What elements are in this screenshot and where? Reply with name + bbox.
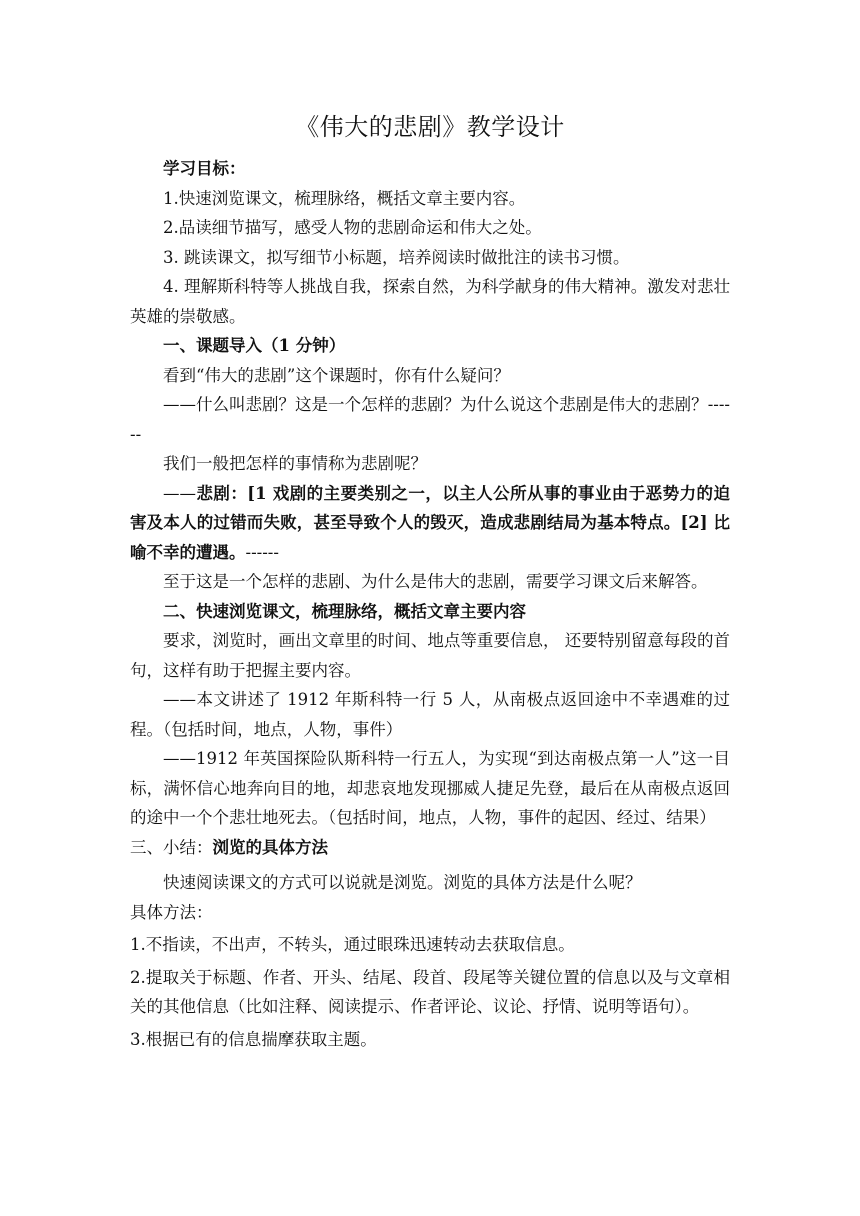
section-2-answer-2: ——1912 年英国探险队斯科特一行五人，为实现“到达南极点第一人”这一目标，满怀信心地奔向目的地，却悲哀地发现挪威人捷足先登，最后在从南极点返回的途中一个个悲壮地死去。（包括时间，地点，人物，事件的起因、经过、结果） — [130, 749, 730, 827]
section-1-answer-1: ——什么叫悲剧？这是一个怎样的悲剧？为什么说这个悲剧是伟大的悲剧？------ — [130, 395, 730, 444]
method-1: 1.不指读，不出声，不转头，通过眼珠迅速转动去获取信息。 — [130, 935, 575, 954]
section-3-heading — [130, 833, 730, 863]
section-2-heading: 二、快速浏览课文，梳理脉络，概括文章主要内容 — [163, 601, 526, 621]
section-2-requirement: 要求，浏览时，画出文章里的时间、地点等重要信息， 还要特别留意每段的首句，这样有助于把握主要内容。 — [130, 631, 730, 680]
section-3-heading-prefix: 三、小结： — [130, 837, 213, 857]
section-3-heading-bold: 浏览的具体方法 — [212, 837, 328, 857]
learning-goal-4: 4. 理解斯科特等人挑战自我，探索自然，为科学献身的伟大精神。激发对悲壮英雄的崇敬感。 — [130, 277, 730, 326]
learning-goal-1: 1.快速浏览课文，梳理脉络，概括文章主要内容。 — [163, 188, 526, 208]
answer-dashes: ------ — [245, 542, 279, 562]
section-1-question-1: 看到“伟大的悲剧”这个课题时，你有什么疑问？ — [163, 365, 510, 385]
section-1-answer-2 — [130, 479, 730, 568]
section-1-transition: 至于这是一个怎样的悲剧、为什么是伟大的悲剧，需要学习课文后来解答。 — [163, 572, 708, 591]
section-1-heading: 一、课题导入（1 分钟） — [163, 336, 346, 355]
learning-goals-heading: 学习目标： — [163, 159, 246, 178]
answer-dash: —— — [163, 483, 196, 503]
method-2: 2.提取关于标题、作者、开头、结尾、段首、段尾等关键位置的信息以及与文章相关的其他信息（比如注释、阅读提示、作者评论、议论、抒情、说明等语句）。 — [130, 967, 730, 1016]
tragedy-definition: 悲剧：[1 戏剧的主要类别之一，以主人公所从事的事业由于恶势力的迫害及本人的过错而失败，甚至导致个人的毁灭，造成悲剧结局为基本特点。[2] 比喻不幸的遭遇。 — [130, 483, 730, 562]
section-2-answer-1: ——本文讲述了 1912 年斯科特一行 5 人，从南极点返回途中不幸遇难的过程。（包括时间，地点，人物，事件） — [130, 690, 730, 739]
methods-label: 具体方法： — [130, 902, 213, 922]
section-3-intro: 快速阅读课文的方式可以说就是浏览。浏览的具体方法是什么呢？ — [163, 873, 642, 892]
method-3: 3.根据已有的信息揣摩获取主题。 — [130, 1029, 377, 1049]
learning-goal-3: 3. 跳读课文，拟写细节小标题，培养阅读时做批注的读书习惯。 — [163, 247, 630, 267]
section-1-question-2: 我们一般把怎样的事情称为悲剧呢？ — [163, 454, 427, 473]
document-title: 《伟大的悲剧》教学设计 — [295, 113, 565, 141]
learning-goal-2: 2.品读细节描写，感受人物的悲剧命运和伟大之处。 — [163, 218, 542, 237]
